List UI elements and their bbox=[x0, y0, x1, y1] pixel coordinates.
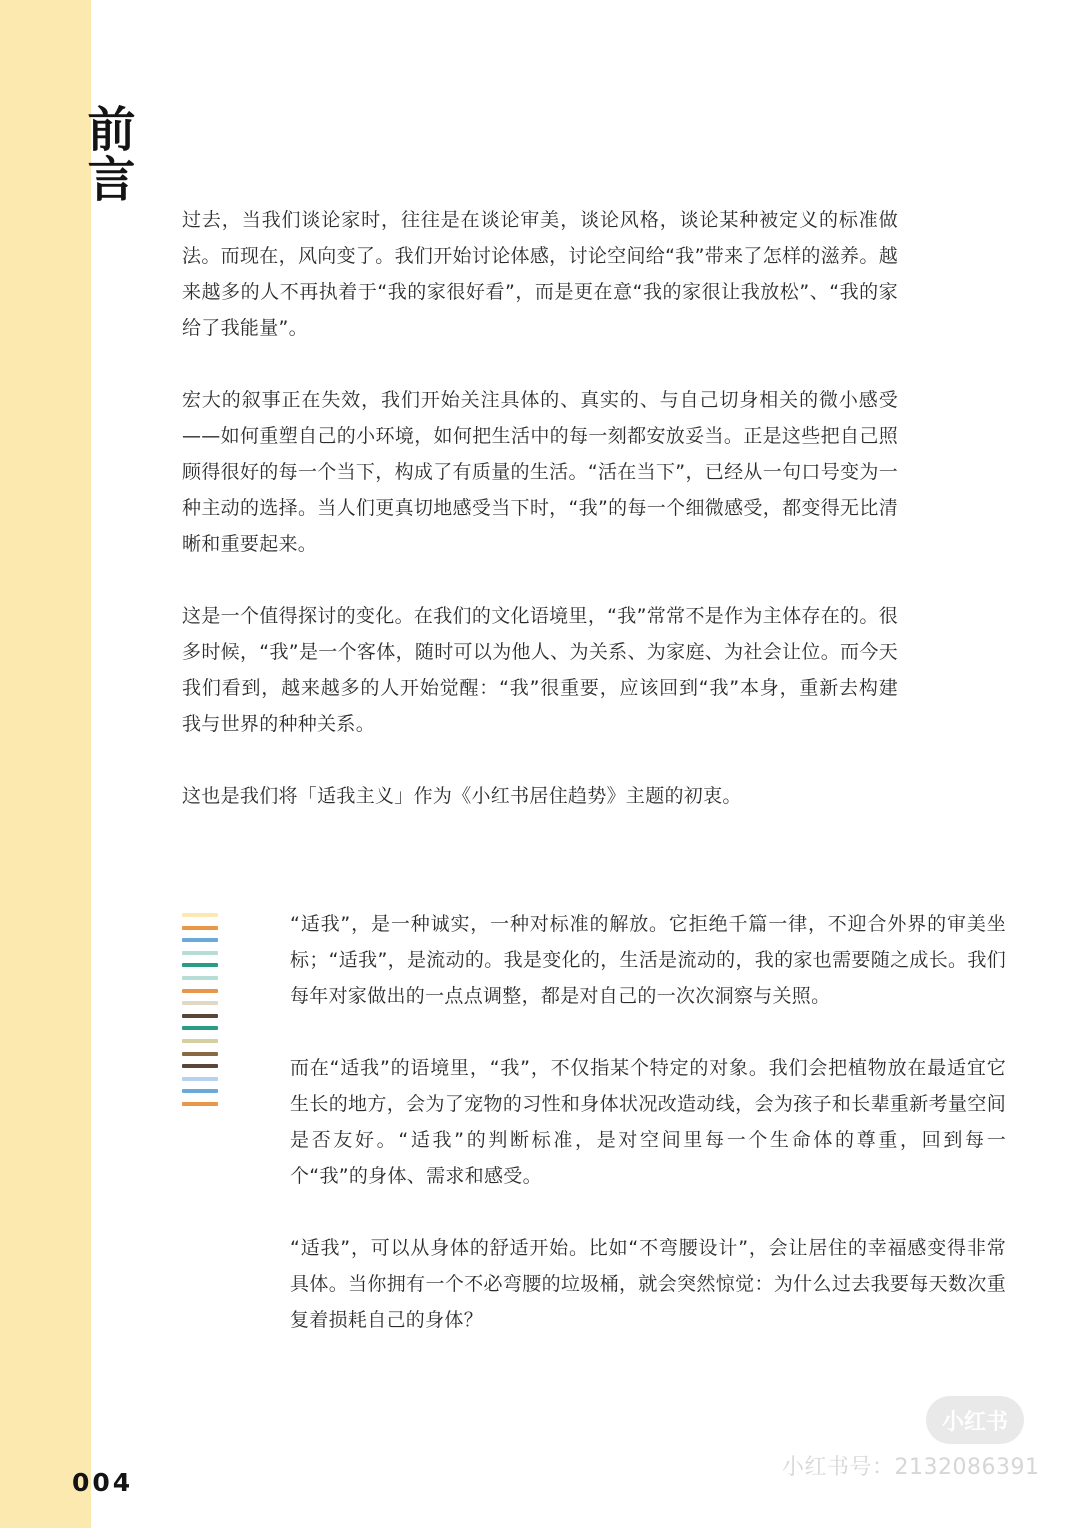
color-stripe bbox=[182, 1102, 218, 1106]
color-stripe bbox=[182, 951, 218, 955]
decorative-color-stripes bbox=[182, 913, 218, 1115]
intro-paragraph: 这也是我们将「适我主义」作为《小红书居住趋势》主题的初衷。 bbox=[182, 785, 742, 807]
color-stripe bbox=[182, 963, 218, 967]
color-stripe bbox=[182, 1026, 218, 1030]
color-stripe bbox=[182, 976, 218, 980]
quote-section bbox=[290, 906, 1006, 1374]
intro-paragraph: 宏大的叙事正在失效，我们开始关注具体的、真实的、与自己切身相关的微小感受——如何重塑自己的小环境，如何把生活中的每一刻都安放妥当。正是这些把自己照顾得很好的每一个当下，构成了有质量的生活。“活在当下”，已经从一句口号变为一种主动的选择。当人们更真切地感受当下时，“我”的每一个细微感受，都变得无比清晰和重要起来。 bbox=[182, 389, 898, 555]
color-stripe bbox=[182, 1039, 218, 1043]
quote-paragraph: 而在“适我”的语境里，“我”，不仅指某个特定的对象。我们会把植物放在最适宜它生长的地方，会为了宠物的习性和身体状况改造动线，会为孩子和长辈重新考量空间是否友好。“适我”的判断标准，是对空间里每一个生命体的尊重，回到每一个“我”的身体、需求和感受。 bbox=[290, 1057, 1006, 1187]
watermark-id: 小红书号：2132086391 bbox=[782, 1455, 1040, 1480]
color-stripe bbox=[182, 926, 218, 930]
page-title: 前言 bbox=[79, 104, 135, 204]
page-number: 004 bbox=[72, 1468, 134, 1497]
watermark-logo: 小红书 bbox=[926, 1396, 1024, 1444]
intro-section bbox=[182, 202, 898, 850]
intro-paragraph: 这是一个值得探讨的变化。在我们的文化语境里，“我”常常不是作为主体存在的。很多时候，“我”是一个客体，随时可以为他人、为关系、为家庭、为社会让位。而今天我们看到，越来越多的人开始觉醒：“我”很重要，应该回到“我”本身，重新去构建我与世界的种种关系。 bbox=[182, 605, 898, 735]
color-stripe bbox=[182, 1014, 218, 1018]
color-stripe bbox=[182, 913, 218, 917]
color-stripe bbox=[182, 1064, 218, 1068]
intro-paragraph: 过去，当我们谈论家时，往往是在谈论审美，谈论风格，谈论某种被定义的标准做法。而现在，风向变了。我们开始讨论体感，讨论空间给“我”带来了怎样的滋养。越来越多的人不再执着于“我的家很好看”，而是更在意“我的家很让我放松”、“我的家给了我能量”。 bbox=[182, 209, 898, 339]
color-stripe bbox=[182, 989, 218, 993]
color-stripe bbox=[182, 1077, 218, 1081]
side-color-band bbox=[0, 0, 91, 1528]
color-stripe bbox=[182, 938, 218, 942]
color-stripe bbox=[182, 1052, 218, 1056]
color-stripe bbox=[182, 1001, 218, 1005]
color-stripe bbox=[182, 1089, 218, 1093]
quote-paragraph: “适我”，可以从身体的舒适开始。比如“不弯腰设计”，会让居住的幸福感变得非常具体。当你拥有一个不必弯腰的垃圾桶，就会突然惊觉：为什么过去我要每天数次重复着损耗自己的身体？ bbox=[290, 1237, 1006, 1331]
quote-paragraph: “适我”，是一种诚实，一种对标准的解放。它拒绝千篇一律，不迎合外界的审美坐标；“适我”，是流动的。我是变化的，生活是流动的，我的家也需要随之成长。我们每年对家做出的一点点调整，都是对自己的一次次洞察与关照。 bbox=[290, 913, 1006, 1007]
